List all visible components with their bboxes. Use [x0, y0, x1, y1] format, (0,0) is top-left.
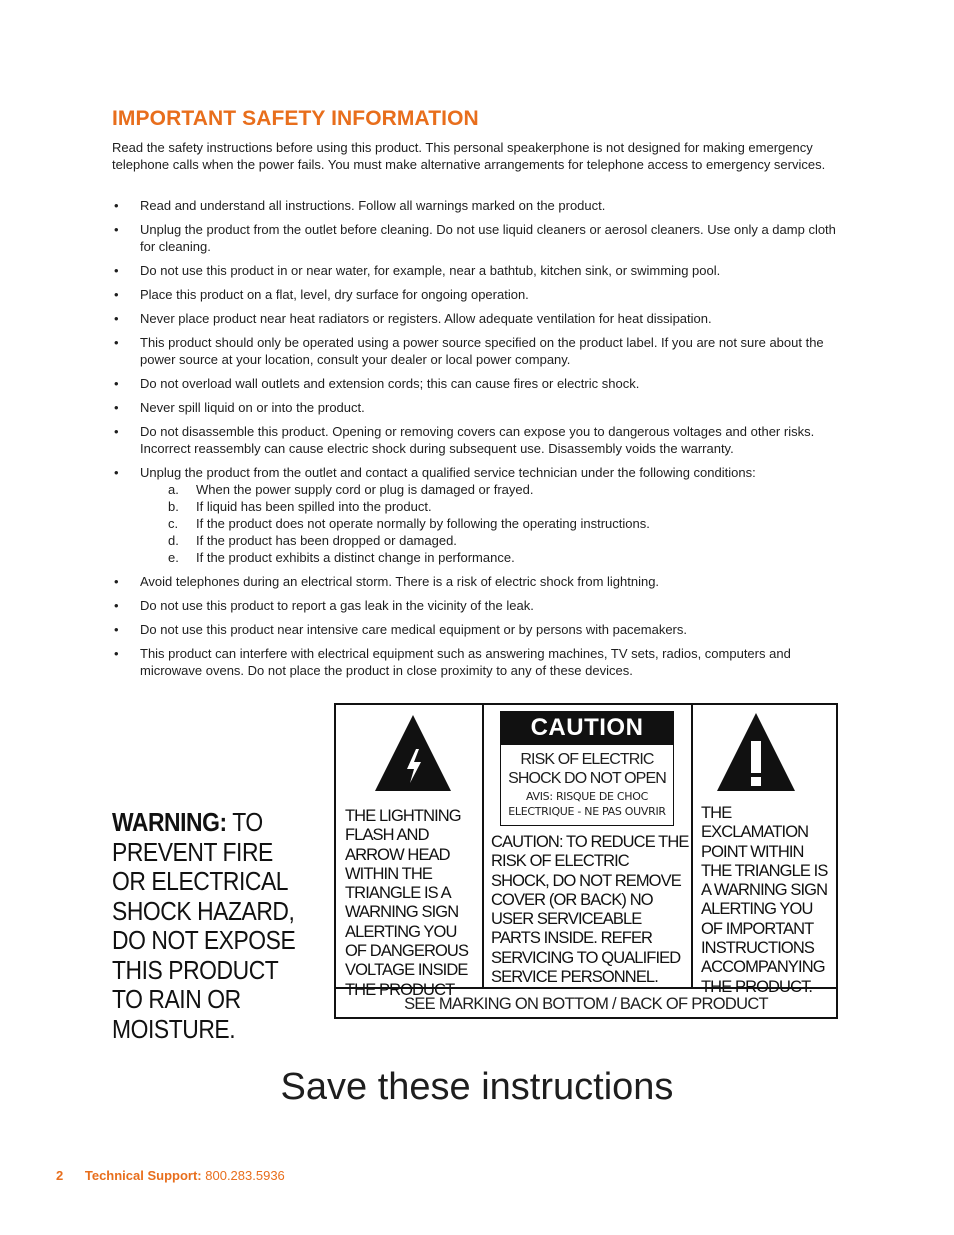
condition-item	[140, 549, 847, 566]
caution-header: CAUTION	[500, 711, 674, 745]
caution-label-graphic	[334, 703, 838, 1019]
page-footer	[56, 1168, 285, 1183]
intro-paragraph: Read the safety instructions before using this product. This personal speakerphone is not designed for making emergency telephone calls when the power fails. You must make alternative arrangements for telephone access to emergency services.	[112, 140, 826, 172]
safety-item-text: Do not use this product to report a gas leak in the vicinity of the leak.	[140, 598, 534, 613]
safety-item	[112, 221, 847, 255]
condition-text: If the product has been dropped or damaged.	[196, 533, 457, 548]
safety-item-text: Avoid telephones during an electrical storm. There is a risk of electric shock from lightning.	[140, 574, 660, 589]
exclamation-explanation: THE EXCLAMATION POINT WITHIN THE TRIANGLE IS A WARNING SIGN ALERTING YOU OF IMPORTANT INSTRUCTIONS ACCOMPANYING THE PRODUCT.	[701, 804, 828, 996]
condition-item	[140, 498, 847, 515]
safety-item-text: Do not disassemble this product. Opening or removing covers can expose you to dangerous voltages and other risks. Incorrect reassembly can cause electric shock during subsequent use. Disassembly voids the warranty.	[140, 424, 815, 456]
safety-item-text: Place this product on a flat, level, dry surface for ongoing operation.	[140, 287, 529, 302]
bullet-marker: •	[114, 574, 119, 589]
bullet-marker: •	[114, 376, 119, 391]
safety-item	[112, 334, 847, 368]
fire-shock-warning	[112, 808, 310, 1044]
safety-item	[112, 286, 847, 303]
support-label: Technical Support:	[84, 1168, 202, 1183]
safety-item	[112, 597, 847, 614]
condition-letter: d.	[168, 533, 179, 548]
safety-item-text: Never place product near heat radiators or registers. Allow adequate ventilation for heat dissipation.	[140, 311, 712, 326]
warning-text: TO PREVENT FIRE OR ELECTRICAL SHOCK HAZARD, DO NOT EXPOSE THIS PRODUCT TO RAIN OR MOISTURE.	[112, 807, 296, 1044]
lightning-warning-triangle-icon	[374, 713, 452, 793]
condition-text: If the product exhibits a distinct change in performance.	[196, 550, 515, 565]
caution-instructions: CAUTION: TO REDUCE THE RISK OF ELECTRIC SHOCK, DO NOT REMOVE COVER (OR BACK) NO USER SERVICEABLE PARTS INSIDE. REFER SERVICING TO QUALIFIED SERVICE PERSONNEL.	[491, 833, 689, 987]
safety-item-text: This product should only be operated using a power source specified on the product label. If you are not sure about the power source at your location, consult your dealer or local power company.	[140, 335, 824, 367]
safety-item-text: Do not use this product near intensive care medical equipment or by persons with pacemakers.	[140, 622, 688, 637]
safety-item-text: Do not use this product in or near water, for example, near a bathtub, kitchen sink, or swimming pool.	[140, 263, 721, 278]
safety-item-text: Unplug the product from the outlet before cleaning. Do not use liquid cleaners or aerosol cleaners. Use only a damp cloth for cleaning.	[140, 222, 836, 254]
bullet-marker: •	[114, 287, 119, 302]
bullet-marker: •	[114, 335, 119, 350]
condition-letter: e.	[168, 550, 179, 565]
divider	[482, 705, 484, 987]
safety-item-text: Never spill liquid on or into the product.	[140, 400, 365, 415]
bullet-marker: •	[114, 222, 119, 237]
bullet-marker: •	[114, 646, 119, 661]
bullet-marker: •	[114, 400, 119, 415]
lightning-explanation: THE LIGHTNING FLASH AND ARROW HEAD WITHIN THE TRIANGLE IS A WARNING SIGN ALERTING YOU OF DANGEROUS VOLTAGE INSIDE THE PRODUCT	[345, 807, 469, 999]
page-title: IMPORTANT SAFETY INFORMATION	[112, 107, 479, 130]
safety-item	[112, 310, 847, 327]
divider	[691, 705, 693, 987]
safety-list	[112, 197, 847, 686]
condition-text: When the power supply cord or plug is damaged or frayed.	[196, 482, 534, 497]
bullet-marker: •	[114, 465, 119, 480]
conditions-list	[140, 481, 847, 566]
french-warning-text: AVIS: RISQUE DE CHOC ELECTRIQUE - NE PAS OUVRIR	[508, 790, 666, 818]
bullet-marker: •	[114, 311, 119, 326]
condition-letter: b.	[168, 499, 179, 514]
safety-item-text: This product can interfere with electrical equipment such as answering machines, TV sets, radios, computers and microwave ovens. Do not place the product in close proximity to any of these devices.	[140, 646, 791, 678]
bullet-marker: •	[114, 263, 119, 278]
condition-item	[140, 532, 847, 549]
caution-warning-box	[500, 745, 674, 826]
bullet-marker: •	[114, 622, 119, 637]
condition-letter: c.	[168, 516, 179, 531]
warning-label: WARNING:	[112, 807, 227, 837]
page-number: 2	[56, 1168, 64, 1183]
safety-item	[112, 621, 847, 638]
condition-item	[140, 481, 847, 498]
risk-of-shock-text: RISK OF ELECTRIC SHOCK DO NOT OPEN	[508, 751, 666, 787]
safety-item	[112, 464, 847, 566]
bullet-marker: •	[114, 424, 119, 439]
condition-text: If liquid has been spilled into the product.	[196, 499, 432, 514]
safety-item	[112, 399, 847, 416]
bullet-marker: •	[114, 598, 119, 613]
bullet-marker: •	[114, 198, 119, 213]
safety-item-text: Unplug the product from the outlet and contact a qualified service technician under the following conditions:	[140, 465, 756, 480]
exclamation-warning-triangle-icon	[716, 711, 796, 793]
safety-item-text: Read and understand all instructions. Follow all warnings marked on the product.	[140, 198, 606, 213]
safety-item-text: Do not overload wall outlets and extension cords; this can cause fires or electric shock.	[140, 376, 640, 391]
support-phone: 800.283.5936	[205, 1168, 285, 1183]
safety-item	[112, 197, 847, 214]
condition-item	[140, 515, 847, 532]
safety-item	[112, 573, 847, 590]
condition-text: If the product does not operate normally by following the operating instructions.	[196, 516, 650, 531]
save-instructions-title: Save these instructions	[280, 1066, 674, 1108]
safety-item	[112, 262, 847, 279]
safety-item	[112, 375, 847, 392]
condition-letter: a.	[168, 482, 179, 497]
safety-item	[112, 423, 847, 457]
safety-item	[112, 645, 847, 679]
see-marking-text: SEE MARKING ON BOTTOM / BACK OF PRODUCT	[404, 995, 768, 1013]
